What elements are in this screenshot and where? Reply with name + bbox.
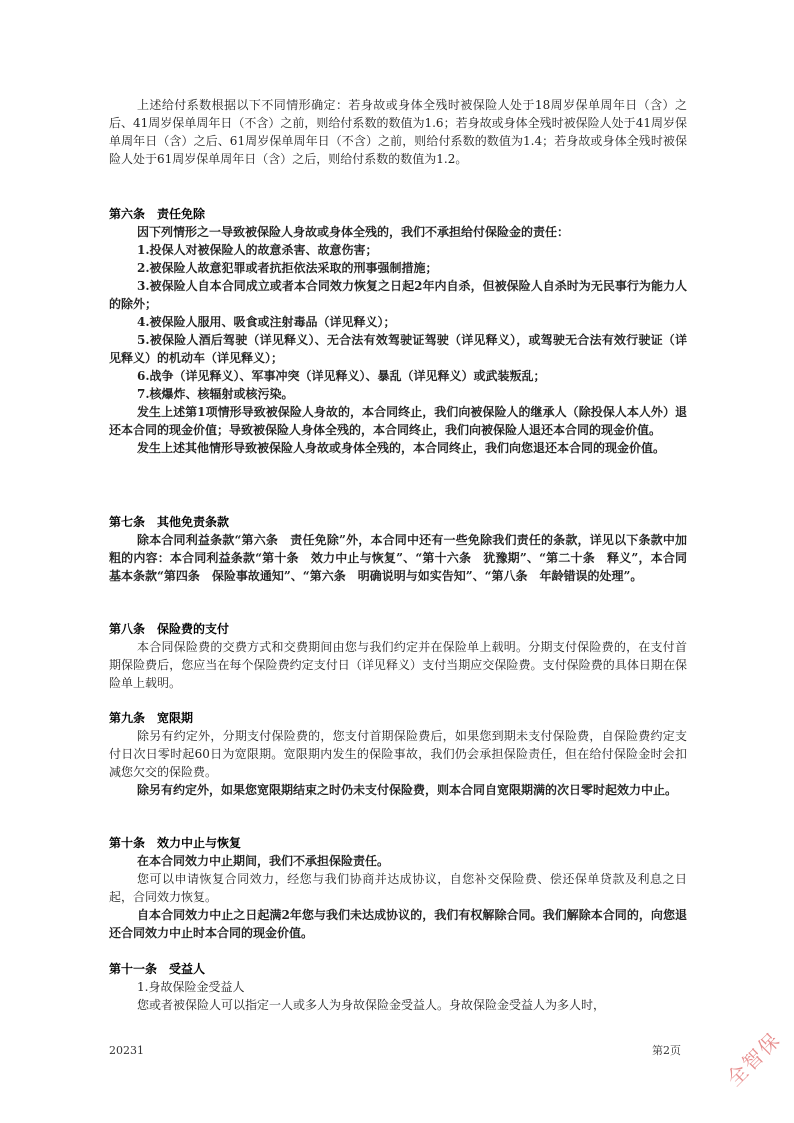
- footer-page-number: 第2页: [652, 1044, 681, 1057]
- article-11-title: 第十一条 受益人: [109, 962, 206, 976]
- article-6-paragraph-2: 发生上述其他情形导致被保险人身故或身体全残的，本合同终止，我们向您退还本合同的现金价值。: [137, 441, 666, 455]
- article-6-item-5: 5.被保险人酒后驾驶（详见释义）、无合法有效驾驶证驾驶（详见释义），或驾驶无合法有效行驶证（详见释义）的机动车（详见释义）；: [109, 333, 687, 365]
- article-11: [109, 960, 687, 1014]
- article-6-paragraph-1: 发生上述第1项情形导致被保险人身故的，本合同终止，我们向被保险人的继承人（除投保人本人外）退还本合同的现金价值；导致被保险人身体全残的，本合同终止，我们向被保险人退还本合同的现金价值。: [109, 405, 687, 437]
- article-11-paragraph: 您或者被保险人可以指定一人或多人为身故保险金受益人。身故保险金受益人为多人时，: [137, 998, 606, 1012]
- article-6-item-7: 7.核爆炸、核辐射或核污染。: [137, 387, 294, 401]
- article-7-title: 第七条 其他免责条款: [109, 515, 230, 529]
- article-10-bold-2: 自本合同效力中止之日起满2年您与我们未达成协议的，我们有权解除合同。我们解除本合同的，向您退还合同效力中止时本合同的现金价值。: [109, 908, 687, 940]
- article-11-subtitle: 1.身故保险金受益人: [137, 980, 245, 994]
- article-8-paragraph: 本合同保险费的交费方式和交费期间由您与我们约定并在保险单上载明。分期支付保险费的，在支付首期保险费后，您应当在每个保险费约定支付日（详见释义）支付当期应交保险费。支付保险费的具体日期在保险单上载明。: [109, 640, 687, 690]
- article-8-title: 第八条 保险费的支付: [109, 622, 230, 636]
- article-9-paragraph: 除另有约定外，分期支付保险费的，您支付首期保险费后，如果您到期未支付保险费，自保险费约定支付日次日零时起60日为宽限期。宽限期内发生的保险事故，我们仍会承担保险责任，但在给付保险金时会扣减您欠交的保险费。: [109, 729, 687, 779]
- footer-code: 20231: [109, 1044, 144, 1057]
- watermark-stamp: 全智保: [721, 1027, 786, 1091]
- article-9-title: 第九条 宽限期: [109, 711, 194, 725]
- article-6-item-1: 1.投保人对被保险人的故意杀害、故意伤害；: [137, 243, 378, 257]
- article-8: [109, 620, 687, 692]
- article-7: [109, 513, 687, 585]
- article-6-title: 第六条 责任免除: [109, 207, 206, 221]
- article-9: [109, 709, 687, 799]
- article-6-lead: 因下列情形之一导致被保险人身故或身体全残的，我们不承担给付保险金的责任：: [137, 225, 570, 239]
- article-10-paragraph: 您可以申请恢复合同效力，经您与我们协商并达成协议，自您补交保险费、偿还保单贷款及利息之日起，合同效力恢复。: [109, 872, 687, 904]
- article-10-title: 第十条 效力中止与恢复: [109, 836, 242, 850]
- intro-section: [109, 96, 687, 168]
- article-6-item-2: 2.被保险人故意犯罪或者抗拒依法采取的刑事强制措施；: [137, 261, 438, 275]
- article-6-item-6: 6.战争（详见释义）、军事冲突（详见释义）、暴乱（详见释义）或武装叛乱；: [137, 369, 546, 383]
- article-9-bold-paragraph: 除另有约定外，如果您宽限期结束之时仍未支付保险费，则本合同自宽限期满的次日零时起效力中止。: [137, 783, 678, 797]
- coefficient-paragraph: 上述给付系数根据以下不同情形确定：若身故或身体全残时被保险人处于18周岁保单周年日（含）之后、41周岁保单周年日（不含）之前，则给付系数的数值为1.6；若身故或身体全残时被保险人处于41周岁保单周年日（含）之后、61周岁保单周年日（不含）之前，则给付系数的数值为1.4；若身故或身体全残时被保险人处于61周岁保单周年日（含）之后，则给付系数的数值为1.2。: [109, 98, 687, 166]
- article-10: [109, 834, 687, 942]
- article-6-item-4: 4.被保险人服用、吸食或注射毒品（详见释义）；: [137, 315, 396, 329]
- article-6-item-3: 3.被保险人自本合同成立或者本合同效力恢复之日起2年内自杀，但被保险人自杀时为无民事行为能力人的除外；: [109, 279, 687, 311]
- article-10-bold-1: 在本合同效力中止期间，我们不承担保险责任。: [137, 854, 390, 868]
- article-6: [109, 205, 687, 457]
- article-7-paragraph: 除本合同利益条款“第六条 责任免除”外，本合同中还有一些免除我们责任的条款，详见以下条款中加粗的内容：本合同利益条款“第十条 效力中止与恢复”、“第十六条 犹豫期”、“第二十条 释义”，本合同基本条款“第四条 保险事故通知”、“第六条 明确说明与如实告知”、“第八条 年龄错误的处理”。: [109, 533, 687, 583]
